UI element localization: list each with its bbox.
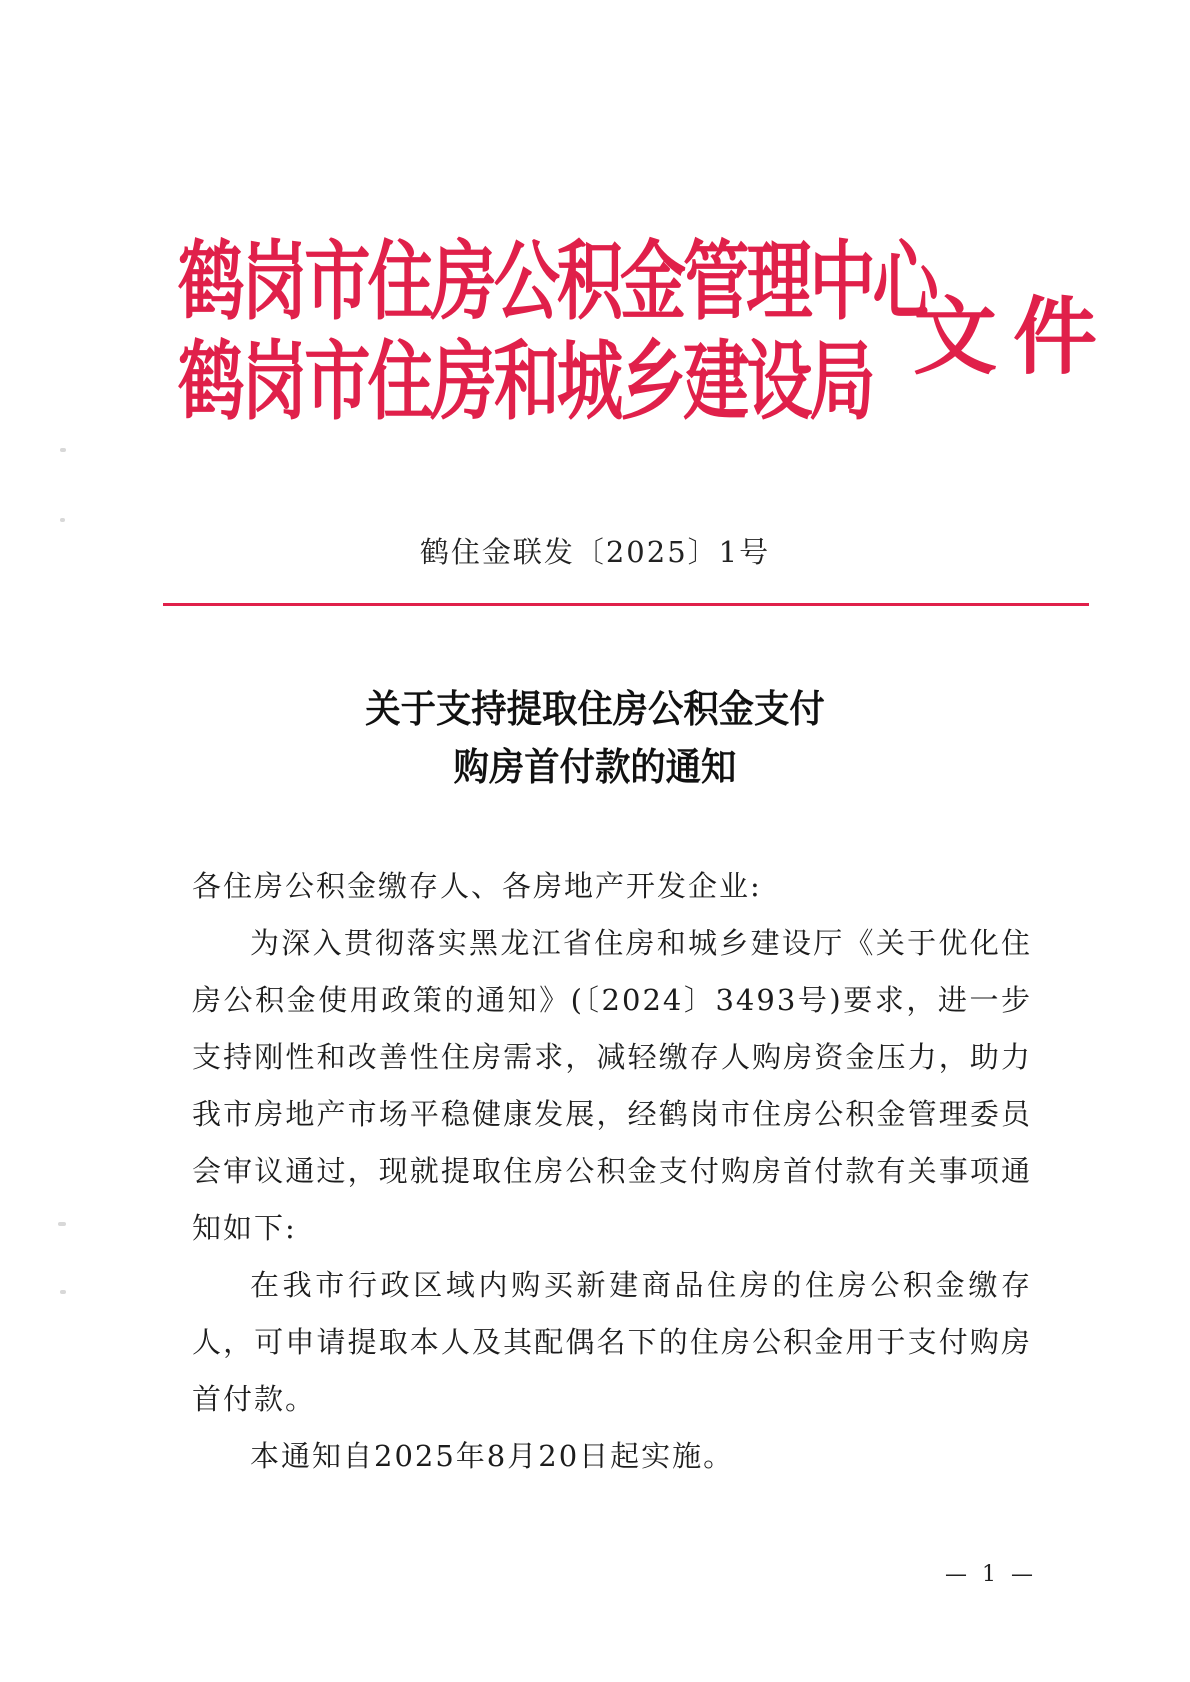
document-body — [192, 858, 1032, 1485]
header-divider — [163, 603, 1089, 606]
scan-speck — [60, 448, 66, 452]
document-type-label: 文件 — [913, 287, 1114, 386]
title-line-2: 购房首付款的通知 — [453, 745, 737, 789]
document-number: 鹤住金联发〔2025〕1号 — [419, 535, 771, 569]
salutation: 各住房公积金缴存人、各房地产开发企业: — [192, 869, 762, 903]
document-title — [0, 680, 1190, 796]
body-paragraph-2: 在我市行政区域内购买新建商品住房的住房公积金缴存人，可申请提取本人及其配偶名下的住房公积金用于支付购房首付款。 — [192, 1268, 1032, 1416]
document-header — [178, 231, 1114, 442]
scan-speck — [60, 518, 65, 522]
page-number: — 1 — — [945, 1562, 1037, 1587]
scan-speck — [58, 1222, 66, 1226]
agency-name-housing-fund-center: 鹤岗市住房公积金管理中心 — [178, 231, 936, 332]
scan-speck — [60, 1290, 66, 1294]
agency-name-housing-bureau: 鹤岗市住房和城乡建设局 — [178, 331, 873, 432]
body-paragraph-1: 为深入贯彻落实黑龙江省住房和城乡建设厅《关于优化住房公积金使用政策的通知》(〔2024〕3493号)要求，进一步支持刚性和改善性住房需求，减轻缴存人购房资金压力，助力我市房地产市场平稳健康发展，经鹤岗市住房公积金管理委员会审议通过，现就提取住房公积金支付购房首付款有关事项通知如下: — [192, 926, 1032, 1245]
title-line-1: 关于支持提取住房公积金支付 — [365, 687, 825, 731]
body-paragraph-3: 本通知自2025年8月20日起实施。 — [250, 1439, 735, 1473]
